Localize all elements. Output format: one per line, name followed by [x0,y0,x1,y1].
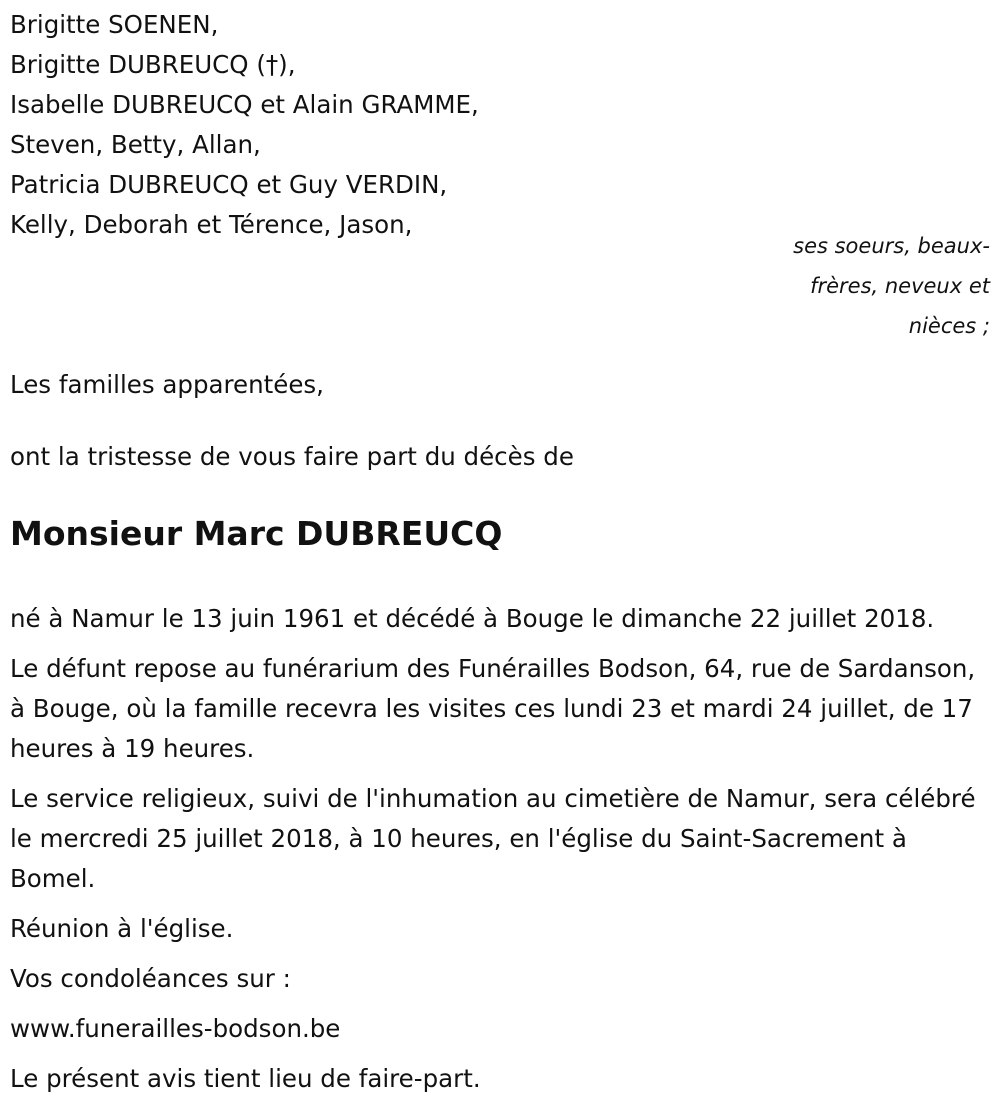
relationship-line: frères, neveux et [810,274,990,298]
family-line: Steven, Betty, Allan, [10,130,261,159]
related-families: Les familles apparentées, [10,370,324,399]
deceased-name: Monsieur Marc DUBREUCQ [10,514,503,553]
relationship-line: ses soeurs, beaux- [793,234,990,258]
meeting-text: Réunion à l'église. [10,914,234,943]
family-line: Kelly, Deborah et Térence, Jason, [10,210,413,239]
funeral-details [10,599,990,1099]
family-line: Brigitte SOENEN, [10,10,219,39]
condolences-label: Vos condoléances sur : [10,964,291,993]
rest-location-text: Le défunt repose au funérarium des Funérailles Bodson, 64, rue de Sardanson, à Bouge, où la famille recevra les visites ces lundi 23 et mardi 24 juillet, de 17 heures à 19 heures. [10,654,976,763]
family-line: Patricia DUBREUCQ et Guy VERDIN, [10,170,448,199]
relationship-note [740,226,990,346]
announcement-intro: ont la tristesse de vous faire part du décès de [10,442,574,471]
family-line: Brigitte DUBREUCQ (†), [10,50,296,79]
family-list [10,5,990,245]
birth-death-text: né à Namur le 13 juin 1961 et décédé à Bouge le dimanche 22 juillet 2018. [10,604,935,633]
website-link[interactable]: www.funerailles-bodson.be [10,1014,341,1043]
relationship-line: nièces ; [908,314,990,338]
notice-text: Le présent avis tient lieu de faire-part. [10,1064,481,1093]
service-text: Le service religieux, suivi de l'inhumation au cimetière de Namur, sera célébré le mercredi 25 juillet 2018, à 10 heures, en l'église du Saint-Sacrement à Bomel. [10,784,976,893]
family-line: Isabelle DUBREUCQ et Alain GRAMME, [10,90,479,119]
obituary-notice [10,0,990,1109]
